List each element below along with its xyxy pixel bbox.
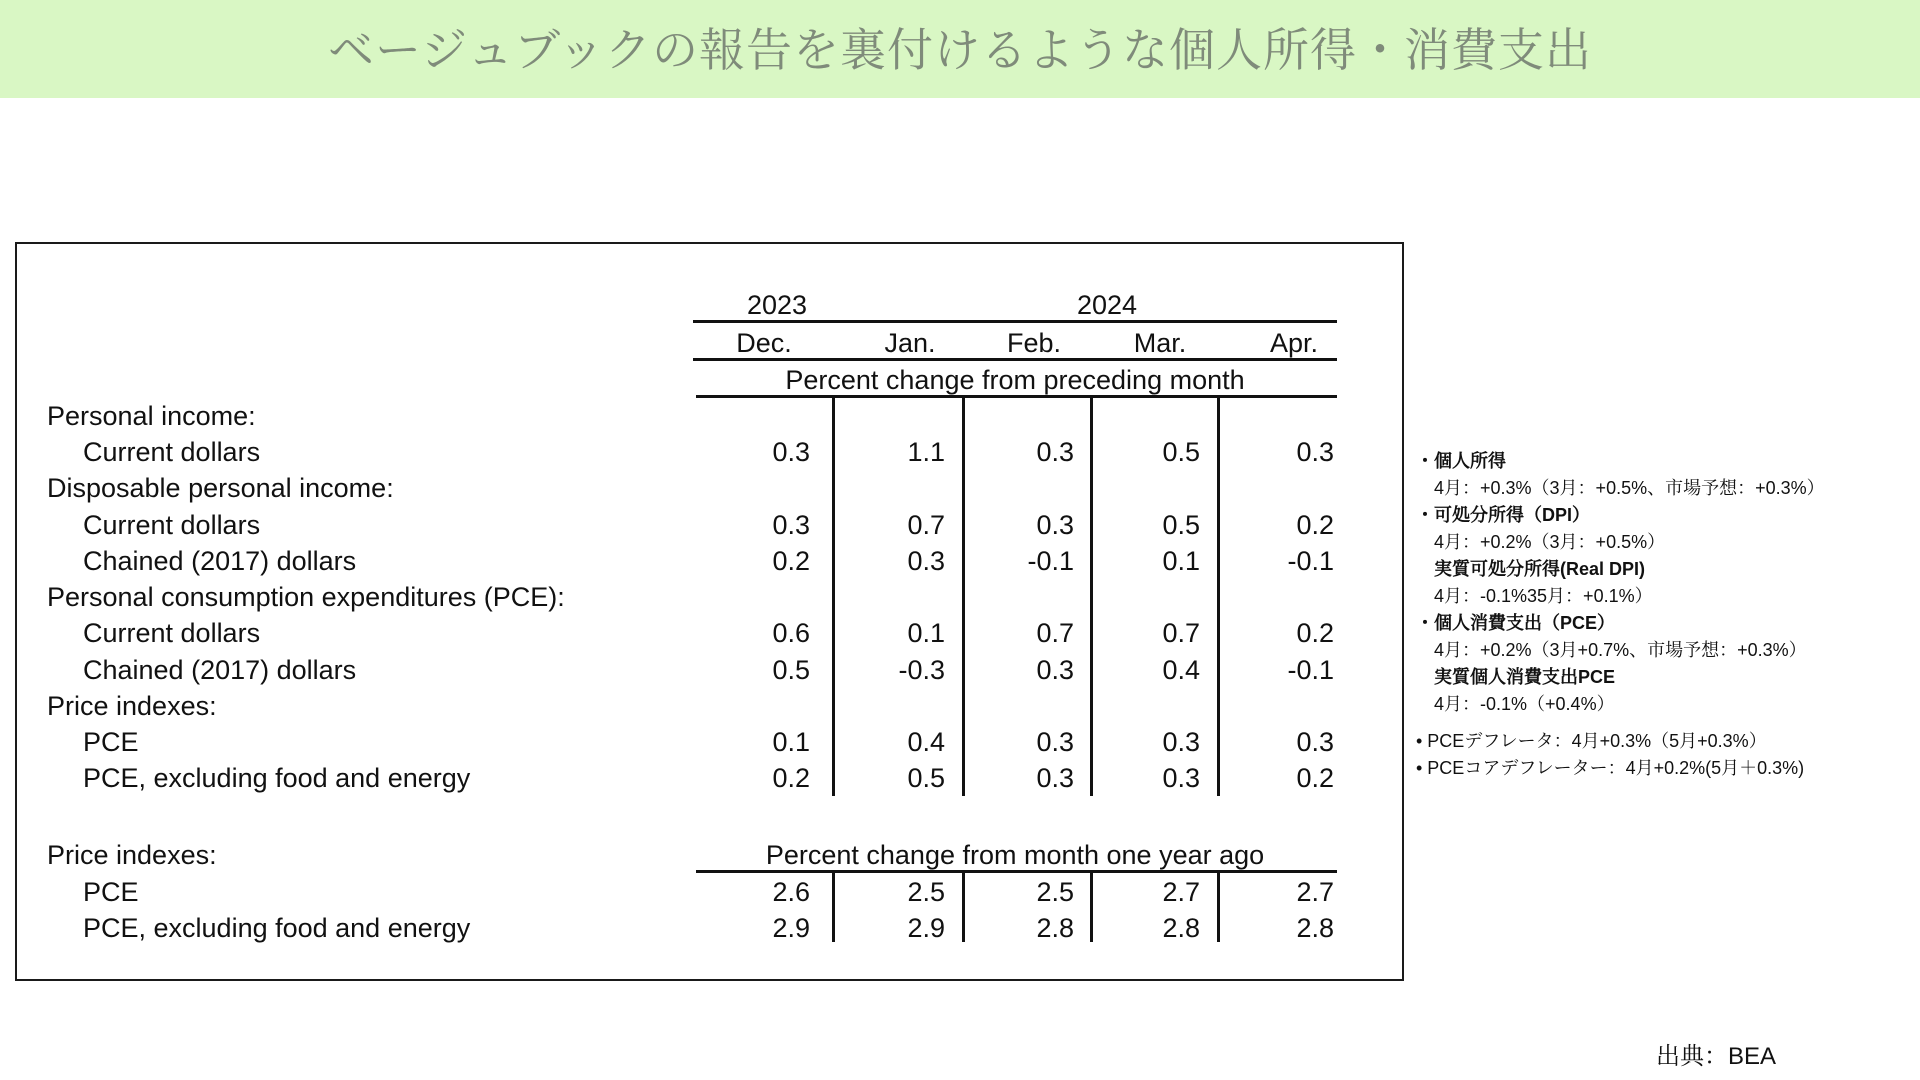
note-bullet: • PCEコアデフレーター：4月+0.2%(5月＋0.3%) — [1416, 758, 1805, 778]
column-divider — [832, 397, 835, 796]
table-cell: 0.5 — [772, 655, 810, 685]
table-cell: 0.1 — [907, 618, 945, 648]
table-cell: 0.3 — [1296, 437, 1334, 467]
row-label: Chained (2017) dollars — [83, 655, 357, 685]
note-detail: 4月：-0.1%（+0.4%） — [1434, 694, 1615, 714]
note-heading: ・個人所得 — [1416, 451, 1506, 471]
table-cell: 0.1 — [1162, 546, 1200, 576]
bea-income-table — [15, 242, 1404, 981]
table-cell: 0.7 — [1036, 618, 1074, 648]
row-label: PCE — [83, 727, 139, 757]
section2-rule — [696, 870, 1337, 873]
row-label: PCE, excluding food and energy — [83, 913, 471, 943]
row-label: Disposable personal income: — [47, 473, 394, 503]
table-cell: 2.7 — [1162, 877, 1200, 907]
table-cell: 0.5 — [907, 763, 945, 793]
table-cell: 2.8 — [1162, 913, 1200, 943]
title-banner — [0, 0, 1920, 98]
table-cell: -0.1 — [1287, 655, 1334, 685]
note-heading: 実質個人消費支出PCE — [1434, 667, 1616, 687]
note-detail: 4月：+0.2%（3月+0.7%、市場予想：+0.3%） — [1434, 640, 1807, 660]
note-bullet: • PCEデフレータ：4月+0.3%（5月+0.3%） — [1416, 731, 1767, 751]
note-detail: 4月：+0.3%（3月：+0.5%、市場予想：+0.3%） — [1434, 478, 1825, 498]
table-cell: 2.5 — [1036, 877, 1074, 907]
table-cell: -0.3 — [898, 655, 945, 685]
row-label: Current dollars — [83, 618, 261, 648]
table-cell: 0.3 — [772, 437, 810, 467]
table-cell: 0.3 — [907, 546, 945, 576]
source-credit: 出典：BEA — [1656, 1043, 1777, 1070]
month-header: Dec. — [736, 328, 792, 358]
header-rule-top — [693, 320, 1337, 323]
column-divider — [1217, 397, 1220, 796]
table-cell: -0.1 — [1027, 546, 1074, 576]
table-cell: 2.8 — [1296, 913, 1334, 943]
month-header: Jan. — [884, 328, 936, 358]
month-header: Apr. — [1269, 328, 1319, 358]
table-cell: 0.2 — [772, 546, 810, 576]
summary-notes — [1416, 448, 1916, 782]
note-spacer — [1416, 718, 1916, 728]
header-rule-bottom — [696, 395, 1337, 398]
year-header-2024: 2024 — [1076, 290, 1138, 320]
table-cell: 0.4 — [1162, 655, 1200, 685]
year-header-2023: 2023 — [746, 290, 808, 320]
table-cell: 0.6 — [772, 618, 810, 648]
month-header: Mar. — [1133, 328, 1187, 358]
table-cell: 0.3 — [1296, 727, 1334, 757]
table-cell: 0.2 — [1296, 763, 1334, 793]
row-label: Current dollars — [83, 510, 261, 540]
table-cell: 2.7 — [1296, 877, 1334, 907]
note-heading: ・可処分所得（DPI） — [1416, 505, 1591, 525]
section-caption-monthly: Percent change from preceding month — [785, 365, 1245, 395]
table-cell: 0.7 — [907, 510, 945, 540]
table-cell: 0.3 — [1036, 437, 1074, 467]
table-cell: 2.9 — [772, 913, 810, 943]
row-label: Chained (2017) dollars — [83, 546, 357, 576]
table-cell: 0.4 — [907, 727, 945, 757]
column-divider — [1090, 397, 1093, 796]
table-cell: 0.3 — [1162, 763, 1200, 793]
table-cell: 2.8 — [1036, 913, 1074, 943]
section-caption-yearly: Percent change from month one year ago — [765, 840, 1265, 870]
table-cell: 1.1 — [907, 437, 945, 467]
table-cell: 0.7 — [1162, 618, 1200, 648]
table-cell: 2.9 — [907, 913, 945, 943]
note-heading: 実質可処分所得(Real DPI) — [1434, 559, 1646, 579]
note-heading: ・個人消費支出（PCE） — [1416, 613, 1616, 633]
column-divider — [832, 872, 835, 942]
table-cell: 0.3 — [1036, 727, 1074, 757]
table-cell: 0.2 — [772, 763, 810, 793]
column-divider — [962, 397, 965, 796]
note-detail: 4月：-0.1%35月：+0.1%） — [1434, 586, 1653, 606]
table-cell: 0.1 — [772, 727, 810, 757]
table-cell: 0.2 — [1296, 510, 1334, 540]
table-cell: 2.6 — [772, 877, 810, 907]
table-cell: 0.3 — [1162, 727, 1200, 757]
column-divider — [1217, 872, 1220, 942]
table-cell: 0.5 — [1162, 510, 1200, 540]
column-divider — [1090, 872, 1093, 942]
row-label: PCE, excluding food and energy — [83, 763, 471, 793]
table-cell: 0.3 — [1036, 655, 1074, 685]
table-cell: 2.5 — [907, 877, 945, 907]
column-divider — [962, 872, 965, 942]
month-header: Feb. — [1006, 328, 1062, 358]
table-cell: 0.3 — [1036, 763, 1074, 793]
table-cell: 0.5 — [1162, 437, 1200, 467]
row-label: Personal income: — [47, 401, 256, 431]
row-label: Price indexes: — [47, 691, 217, 721]
page-title: ベージュブックの報告を裏付けるような個人所得・消費支出 — [328, 23, 1592, 77]
row-label: Current dollars — [83, 437, 261, 467]
table-cell: 0.2 — [1296, 618, 1334, 648]
row-label: PCE — [83, 877, 139, 907]
table-cell: 0.3 — [1036, 510, 1074, 540]
note-detail: 4月：+0.2%（3月：+0.5%） — [1434, 532, 1666, 552]
row-label: Price indexes: — [47, 840, 217, 870]
row-label: Personal consumption expenditures (PCE): — [47, 582, 565, 612]
table-cell: -0.1 — [1287, 546, 1334, 576]
header-rule-mid — [693, 358, 1337, 361]
table-cell: 0.3 — [772, 510, 810, 540]
